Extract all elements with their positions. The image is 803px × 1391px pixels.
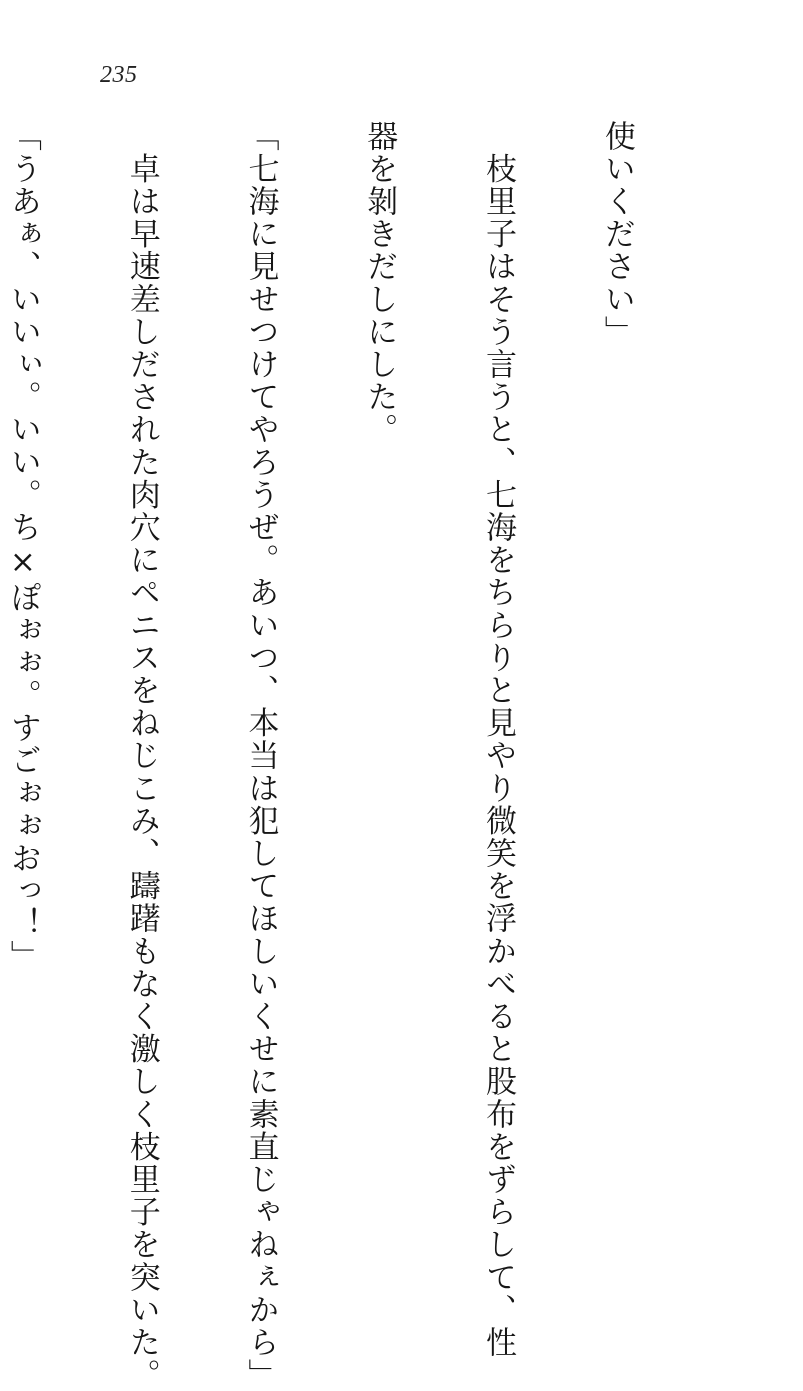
text-line: 使いください」	[598, 120, 635, 349]
text-line: 「七海に見せつけてやろうぜ。あいつ、本当は犯してほしいくせに素直じゃねぇから」	[242, 120, 279, 1391]
text-line: 「うあぁ、いいぃ。いい。ち×ぽぉぉ。すごぉぉおっ！」	[4, 120, 41, 973]
body-text	[0, 120, 715, 1391]
text-line: 卓は早速差しだされた肉穴にペニスをねじこみ、躊躇もなく激しく枝里子を突いた。	[123, 120, 160, 1391]
text-line: 器を剝きだしにした。	[361, 120, 398, 446]
text-line: 枝里子はそう言うと、七海をちらりと見やり微笑を浮かべると股布をずらして、性	[480, 120, 517, 1359]
page-number: 235	[100, 62, 138, 88]
